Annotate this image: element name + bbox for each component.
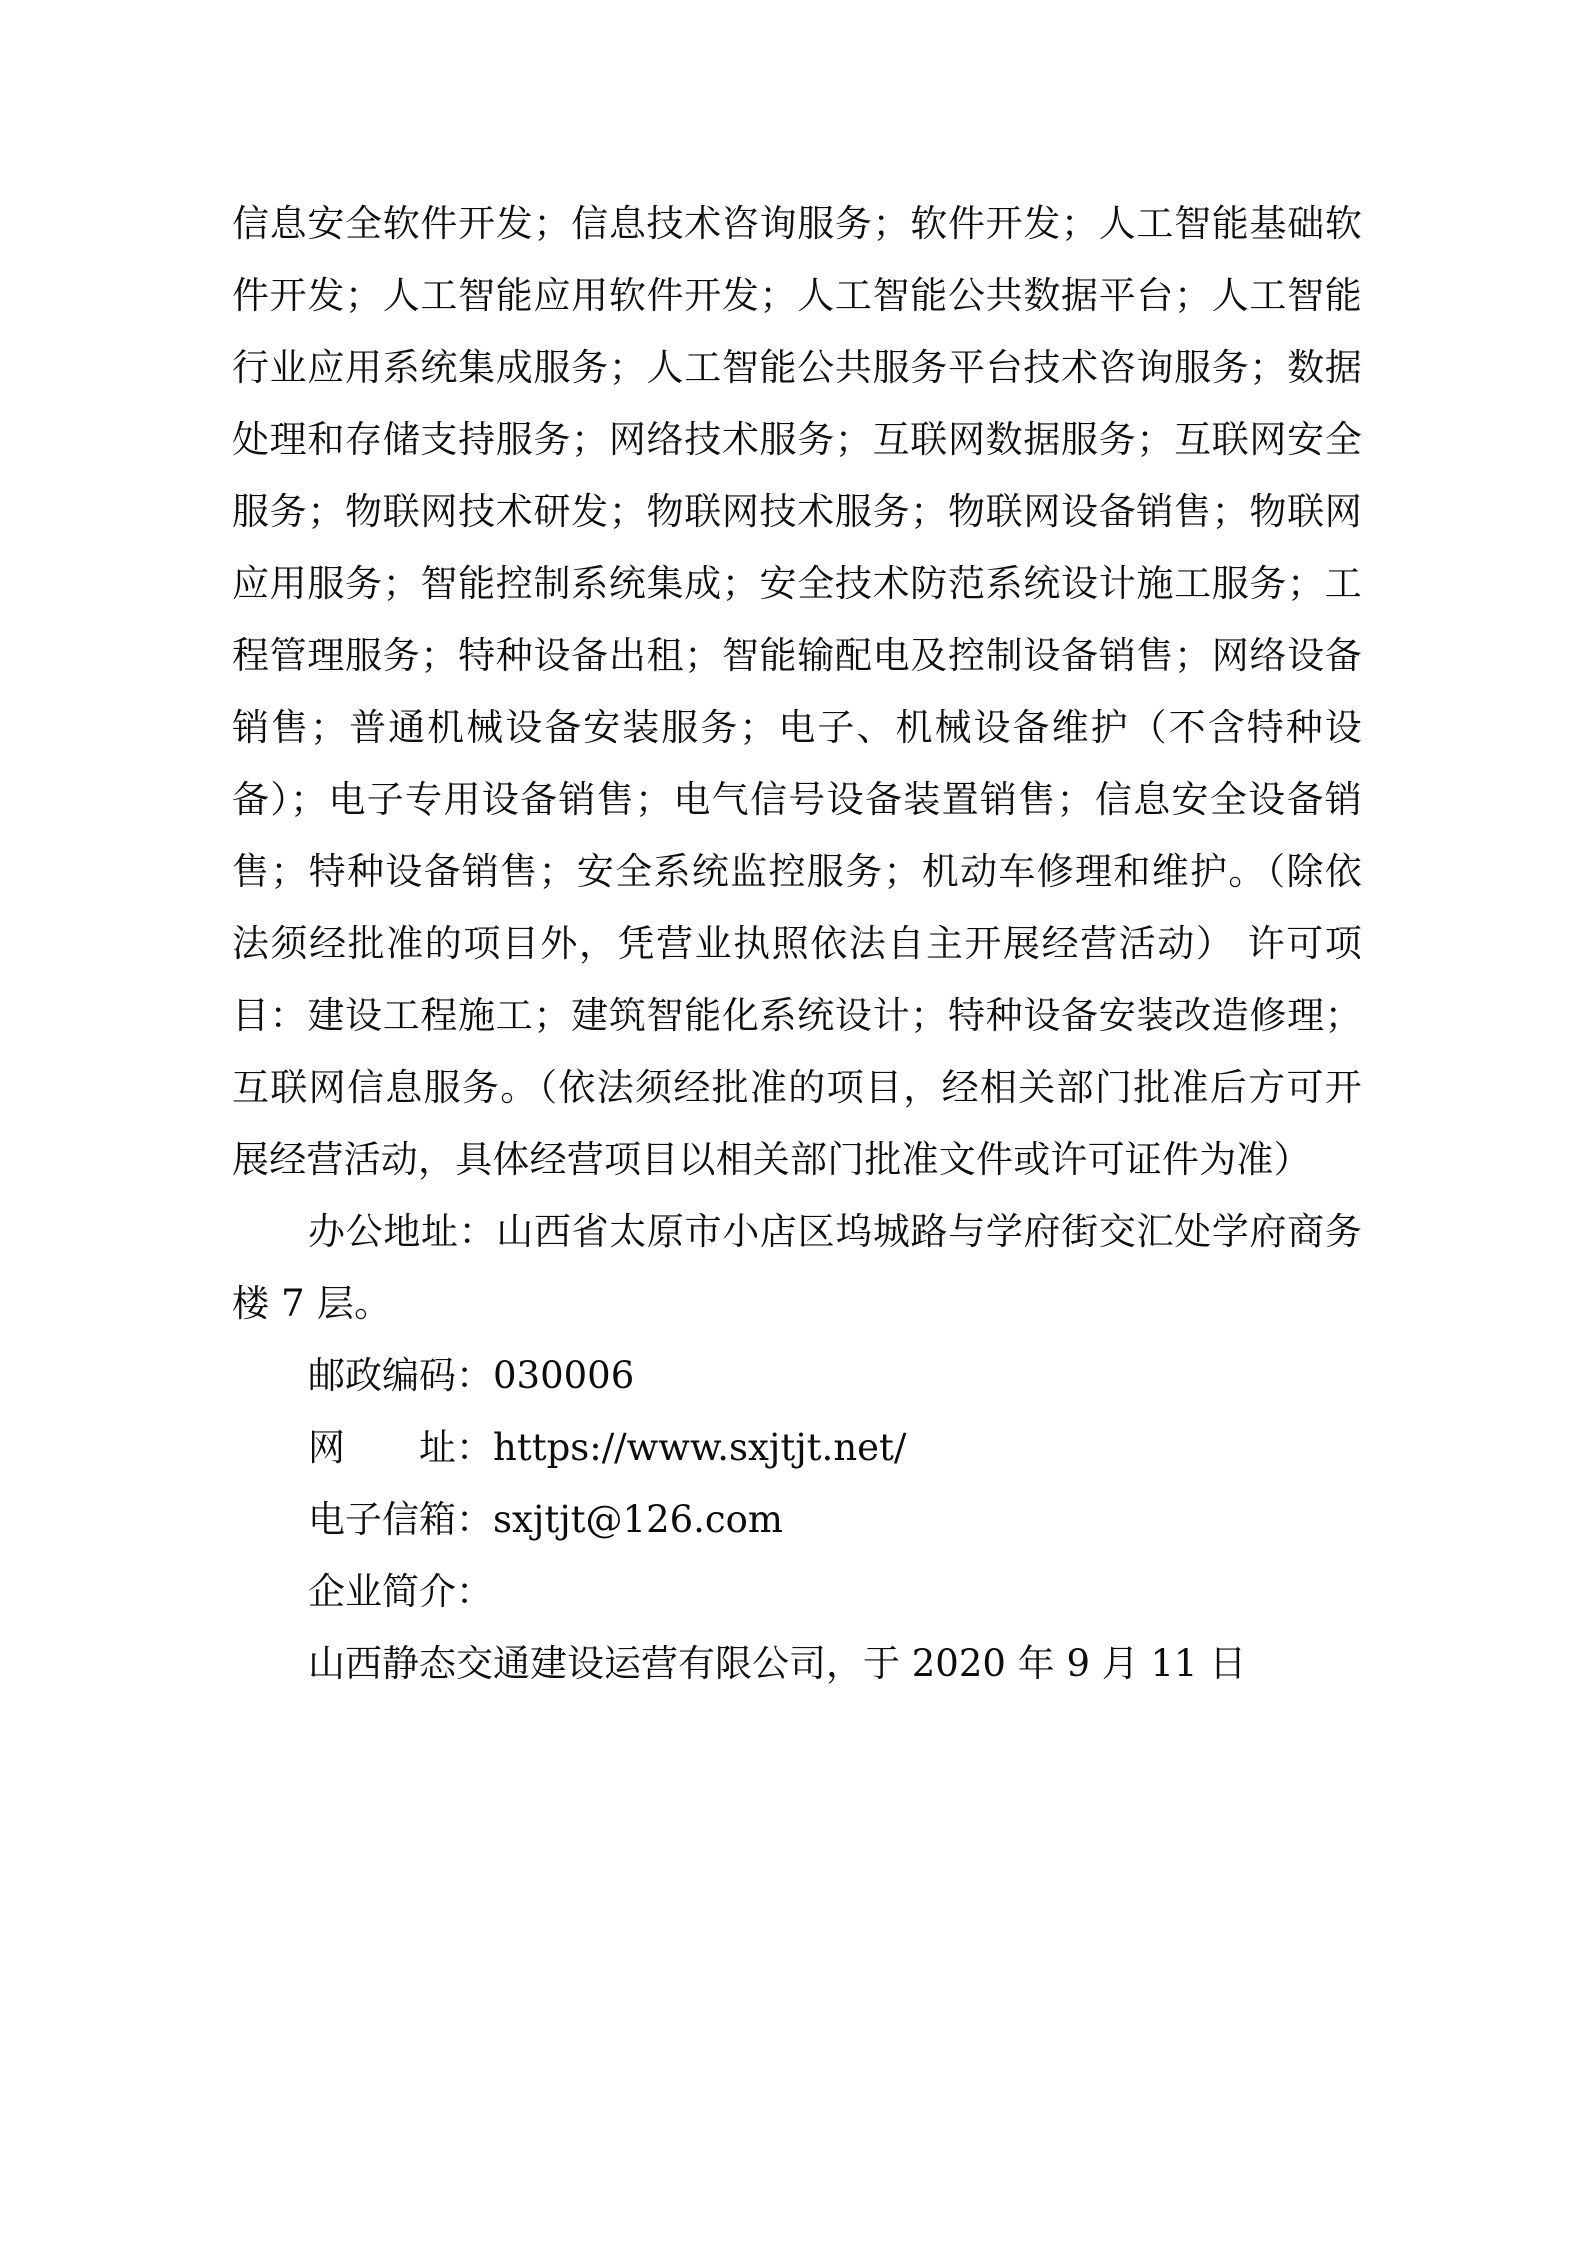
office-address-value: 山西省太原市小店区坞城路与学府街交汇处学府商务楼 7 层。 [232, 1210, 1362, 1325]
email-label: 电子信箱： [308, 1498, 493, 1541]
heading-company-profile [232, 1556, 1362, 1628]
document-content [232, 188, 1362, 1700]
postal-code-label: 邮政编码： [308, 1354, 493, 1397]
field-email [232, 1484, 1362, 1556]
website-value: https://www.sxjtjt.net/ [493, 1426, 907, 1469]
company-profile-label: 企业简介： [308, 1570, 493, 1613]
email-value: sxjtjt@126.com [493, 1498, 784, 1541]
field-postal-code [232, 1340, 1362, 1412]
field-office-address [232, 1196, 1362, 1340]
paragraph-business-scope: 信息安全软件开发；信息技术咨询服务；软件开发；人工智能基础软件开发；人工智能应用软件开发；人工智能公共数据平台；人工智能行业应用系统集成服务；人工智能公共服务平台技术咨询服务；数据处理和存储支持服务；网络技术服务；互联网数据服务；互联网安全服务；物联网技术研发；物联网技术服务；物联网设备销售；物联网应用服务；智能控制系统集成；安全技术防范系统设计施工服务；工程管理服务；特种设备出租；智能输配电及控制设备销售；网络设备销售；普通机械设备安装服务；电子、机械设备维护（不含特种设备）；电子专用设备销售；电气信号设备装置销售；信息安全设备销售；特种设备销售；安全系统监控服务；机动车修理和维护。（除依法须经批准的项目外，凭营业执照依法自主开展经营活动） 许可项目：建设工程施工；建筑智能化系统设计；特种设备安装改造修理；互联网信息服务。（依法须经批准的项目，经相关部门批准后方可开展经营活动，具体经营项目以相关部门批准文件或许可证件为准） [232, 202, 1362, 1181]
field-website [232, 1412, 1362, 1484]
office-address-label: 办公地址： [308, 1210, 497, 1253]
website-label: 网 址： [308, 1426, 493, 1469]
paragraph-company-profile: 山西静态交通建设运营有限公司，于 2020 年 9 月 11 日 [308, 1642, 1247, 1685]
postal-code-value: 030006 [493, 1354, 635, 1397]
